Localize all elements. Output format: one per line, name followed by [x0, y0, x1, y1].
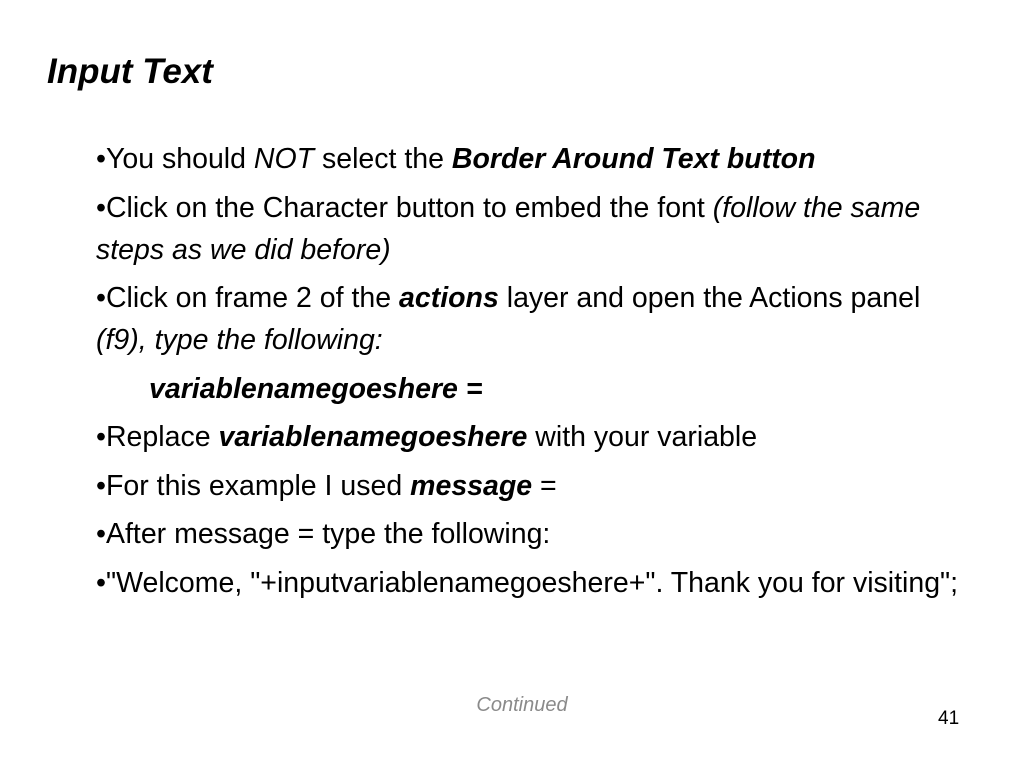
bullet-border-around-text [96, 138, 976, 180]
bullet-text: with your variable [527, 421, 758, 453]
emphasis-variable-name: variablenamegoeshere [218, 421, 528, 453]
bullet-text: •You should [96, 143, 254, 175]
emphasis-follow-steps: (follow the same steps as we did before) [96, 191, 921, 266]
continued-label: Continued [476, 694, 568, 716]
emphasis-f9-instructions: (f9), type the following: [96, 324, 383, 356]
emphasis-actions: actions [399, 282, 499, 314]
bullet-text: = [532, 469, 557, 502]
bullet-actions-layer [96, 277, 976, 361]
emphasis-border-around-text-button: Border Around Text button [451, 143, 816, 175]
code-line-variable [96, 368, 976, 410]
page-number: 41 [938, 708, 960, 729]
bullet-example-message [96, 465, 976, 507]
bullet-text: •After message = type the following: [96, 518, 551, 550]
bullet-character-button [96, 187, 976, 271]
emphasis-message: message [410, 469, 533, 502]
bullet-replace-variable [96, 416, 976, 458]
bullet-text: •Click on frame 2 of the [96, 282, 400, 314]
bullet-text: •Replace [96, 421, 219, 453]
bullet-after-message [96, 513, 976, 555]
bullet-text: •For this example I used [96, 469, 411, 502]
bullet-list [96, 138, 976, 610]
bullet-text: select the [314, 143, 452, 175]
bullet-welcome-code [96, 562, 976, 604]
code-variable-assignment: variablenamegoeshere = [149, 372, 483, 405]
bullet-text: •"Welcome, "+inputvariablenamegoeshere+". Thank you for visiting"; [96, 566, 959, 599]
bullet-text: •Click on the Character button to embed the font [96, 191, 713, 224]
bullet-text: layer and open the Actions panel [498, 282, 921, 314]
slide-title: Input Text [47, 52, 213, 91]
emphasis-not: NOT [253, 143, 315, 175]
